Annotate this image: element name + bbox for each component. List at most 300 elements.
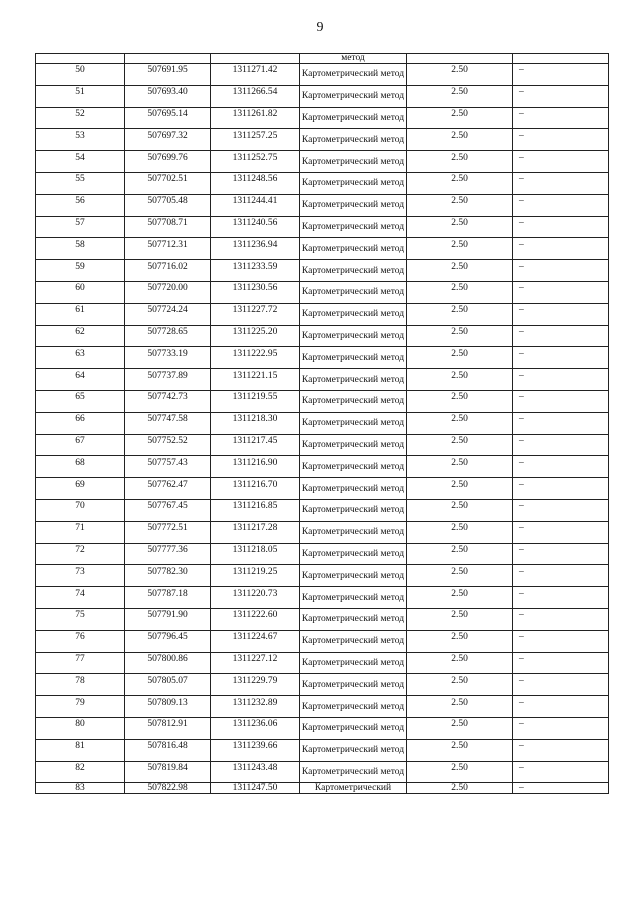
cell-x-text: 507800.86 <box>147 653 188 664</box>
cell-description-text: – <box>519 130 524 141</box>
cell-description <box>513 739 609 761</box>
cell-x <box>125 478 211 500</box>
cell-description-text: – <box>519 217 524 228</box>
table-row <box>36 565 609 587</box>
cell-description <box>513 608 609 630</box>
cell-description-text: – <box>519 697 524 708</box>
table-row <box>36 434 609 456</box>
cell-y <box>211 260 300 282</box>
table-row <box>36 761 609 783</box>
cell-description <box>513 478 609 500</box>
cell-number <box>36 739 125 761</box>
cell-method: Картометрический метод <box>300 499 407 521</box>
cell-x <box>125 390 211 412</box>
cell-number-text: 82 <box>75 762 85 773</box>
cell-method: Картометрический метод <box>300 652 407 674</box>
cell-method: Картометрический метод <box>300 64 407 86</box>
cell-y-text: 1311243.48 <box>232 762 278 773</box>
cell-accuracy <box>407 652 513 674</box>
cell-x-text: 507699.76 <box>147 152 188 163</box>
cell-method: Картометрический метод <box>300 543 407 565</box>
cell-x <box>125 434 211 456</box>
cell-x-text: 507777.36 <box>147 544 188 555</box>
cell-description <box>513 587 609 609</box>
cell-number-text: 69 <box>75 479 85 490</box>
cell-y-text: 1311217.45 <box>232 435 278 446</box>
cell-accuracy <box>407 238 513 260</box>
cell-number <box>36 151 125 173</box>
cell-description-text: – <box>519 174 524 185</box>
cell-number-text: 50 <box>75 65 85 76</box>
cell-accuracy <box>407 369 513 391</box>
cell-y <box>211 107 300 129</box>
cell-number-text: 64 <box>75 370 85 381</box>
cell-accuracy-text: 2.50 <box>451 501 468 512</box>
cell-accuracy-text: 2.50 <box>451 566 468 577</box>
cell-x-text: 507767.45 <box>147 501 188 512</box>
table-row <box>36 216 609 238</box>
table-row <box>36 478 609 500</box>
cell-y-text: 1311220.73 <box>232 588 278 599</box>
cell-method: Картометрический метод <box>300 107 407 129</box>
cell-method: Картометрический метод <box>300 85 407 107</box>
cell-method: Картометрический метод <box>300 260 407 282</box>
cell-y <box>211 172 300 194</box>
cell-description <box>513 761 609 783</box>
cell-number-text: 51 <box>75 87 85 98</box>
cell-accuracy <box>407 478 513 500</box>
cell-y-text: 1311218.30 <box>232 414 278 425</box>
cell-accuracy <box>407 390 513 412</box>
cell-number-text: 52 <box>75 108 85 119</box>
cell-description-text: – <box>519 87 524 98</box>
cell-y-text: 1311233.59 <box>232 261 278 272</box>
cell-description-text: – <box>519 65 524 76</box>
cell-number <box>36 630 125 652</box>
cell-accuracy <box>407 107 513 129</box>
cell-description-text: – <box>519 196 524 207</box>
cell-y-text: 1311236.06 <box>232 719 278 730</box>
cell-description <box>513 412 609 434</box>
cell-description-text: – <box>519 414 524 425</box>
cell-x <box>125 696 211 718</box>
table-row <box>36 630 609 652</box>
table-row <box>36 194 609 216</box>
cell-x-text: 507702.51 <box>147 174 188 185</box>
cell-description-text: – <box>519 566 524 577</box>
cell-x <box>125 129 211 151</box>
cell-y-text: 1311239.66 <box>232 741 278 752</box>
cell-number-text: 68 <box>75 457 85 468</box>
cell-x <box>125 456 211 478</box>
cell-y <box>211 303 300 325</box>
cell-description <box>513 64 609 86</box>
cell-x-text: 507728.65 <box>147 326 188 337</box>
cell-y-text: 1311219.55 <box>232 392 278 403</box>
cell-method: Картометрический метод <box>300 347 407 369</box>
cell-number-text: 55 <box>75 174 85 185</box>
cell-description-text: – <box>519 326 524 337</box>
cell-description <box>513 85 609 107</box>
table-row <box>36 107 609 129</box>
cell-number-text: 60 <box>75 283 85 294</box>
table-row <box>36 499 609 521</box>
cell-number <box>36 456 125 478</box>
cell-y <box>211 85 300 107</box>
cell-number <box>36 325 125 347</box>
cell-number-text: 59 <box>75 261 85 272</box>
cell-number-text: 75 <box>75 610 85 621</box>
cell-number <box>36 587 125 609</box>
table-row-continuation <box>36 54 609 64</box>
cell-accuracy-text: 2.50 <box>451 414 468 425</box>
cell-y <box>211 499 300 521</box>
cell-x-text: 507720.00 <box>147 283 188 294</box>
cell-description <box>513 260 609 282</box>
cell-x <box>125 717 211 739</box>
cell-number: 83 <box>36 783 125 794</box>
cell-number <box>36 390 125 412</box>
cell-y-text: 1311227.72 <box>232 305 278 316</box>
cell-description <box>513 521 609 543</box>
cell-description-text: – <box>519 239 524 250</box>
cell-x <box>125 85 211 107</box>
cell-y: 1311247.50 <box>211 783 300 794</box>
cell-method: Картометрический метод <box>300 129 407 151</box>
cell-method: Картометрический метод <box>300 478 407 500</box>
cell-y <box>211 565 300 587</box>
cell-y <box>211 739 300 761</box>
cell-accuracy-text: 2.50 <box>451 544 468 555</box>
cell-accuracy-text: 2.50 <box>451 217 468 228</box>
cell-method: Картометрический метод <box>300 303 407 325</box>
cell-description-text: – <box>519 653 524 664</box>
cell-description-text: – <box>519 348 524 359</box>
cell-number-text: 71 <box>75 523 85 534</box>
cell-method: Картометрический метод <box>300 565 407 587</box>
cell-number <box>36 543 125 565</box>
cell-number <box>36 194 125 216</box>
cell-accuracy <box>407 85 513 107</box>
table-row <box>36 652 609 674</box>
cell-x-text: 507805.07 <box>147 675 188 686</box>
cell-accuracy <box>407 587 513 609</box>
cell-description-text: – <box>519 632 524 643</box>
cell-accuracy-text: 2.50 <box>451 305 468 316</box>
cell-accuracy-text: 2.50 <box>451 653 468 664</box>
cell-number <box>36 434 125 456</box>
cell-x-text: 507747.58 <box>147 414 188 425</box>
cell-y-text: 1311216.70 <box>232 479 278 490</box>
cell-accuracy-text: 2.50 <box>451 370 468 381</box>
cell-x <box>125 499 211 521</box>
cell-x-text: 507819.84 <box>147 762 188 773</box>
cell-number <box>36 674 125 696</box>
cell-y <box>211 281 300 303</box>
cell-y-text: 1311216.90 <box>232 457 278 468</box>
cell-description <box>513 194 609 216</box>
table-row <box>36 238 609 260</box>
cell-method: Картометрический метод <box>300 717 407 739</box>
cell-x-text: 507712.31 <box>147 239 188 250</box>
cell-accuracy <box>407 761 513 783</box>
cell-number-text: 74 <box>75 588 85 599</box>
cell-accuracy <box>407 543 513 565</box>
cell-accuracy <box>407 434 513 456</box>
cell-x-text: 507762.47 <box>147 479 188 490</box>
cell-description-text: – <box>519 523 524 534</box>
cell-number <box>36 478 125 500</box>
cell-y-text: 1311257.25 <box>232 130 278 141</box>
cell-number-text: 78 <box>75 675 85 686</box>
cell-x <box>125 347 211 369</box>
cell-method: Картометрический метод <box>300 412 407 434</box>
cell-x <box>125 608 211 630</box>
cell-number-text: 62 <box>75 326 85 337</box>
cell-accuracy <box>407 456 513 478</box>
cell-accuracy <box>407 347 513 369</box>
cell-x-text: 507716.02 <box>147 261 188 272</box>
cell-method: Картометрический метод <box>300 172 407 194</box>
cell-x <box>125 369 211 391</box>
cell-x-text: 507816.48 <box>147 741 188 752</box>
cell-y-text: 1311222.95 <box>232 348 278 359</box>
cell-number <box>36 64 125 86</box>
cell-accuracy-text: 2.50 <box>451 326 468 337</box>
cell-y-text: 1311227.12 <box>232 653 278 664</box>
cell-method: Картометрический метод <box>300 696 407 718</box>
cell-accuracy <box>407 172 513 194</box>
cell-y <box>211 717 300 739</box>
cell-y-text: 1311219.25 <box>232 566 278 577</box>
cell-accuracy <box>407 64 513 86</box>
cell-y <box>211 390 300 412</box>
cell-x <box>125 325 211 347</box>
cell-y <box>211 652 300 674</box>
cell-number-text: 61 <box>75 305 85 316</box>
cell-y <box>211 325 300 347</box>
cell-method: Картометрический метод <box>300 761 407 783</box>
cell-x <box>125 303 211 325</box>
cell-description-text: – <box>519 501 524 512</box>
cell-description <box>513 630 609 652</box>
cell-accuracy-text: 2.50 <box>451 196 468 207</box>
cell-description <box>513 565 609 587</box>
cell-y-text: 1311224.67 <box>232 632 278 643</box>
table-row <box>36 64 609 86</box>
cell-x-text: 507787.18 <box>147 588 188 599</box>
cell-method: Картометрический <box>300 783 407 794</box>
cell-description <box>513 717 609 739</box>
cell-x-text: 507812.91 <box>147 719 188 730</box>
cell-description <box>513 696 609 718</box>
cell-number-text: 66 <box>75 414 85 425</box>
cell-y-text: 1311216.85 <box>232 501 278 512</box>
table-row <box>36 347 609 369</box>
cell-y-text: 1311248.56 <box>232 174 278 185</box>
cell-number-text: 72 <box>75 544 85 555</box>
table-row <box>36 696 609 718</box>
cell-y-text: 1311229.79 <box>232 675 278 686</box>
cell-description <box>513 543 609 565</box>
cell-description <box>513 347 609 369</box>
cell-accuracy-text: 2.50 <box>451 435 468 446</box>
cell-description-text: – <box>519 675 524 686</box>
cell-method: Картометрический метод <box>300 521 407 543</box>
cell-description-text: – <box>519 719 524 730</box>
cell-description-text: – <box>519 457 524 468</box>
cell-accuracy <box>407 303 513 325</box>
cell-x <box>125 761 211 783</box>
cell-accuracy <box>407 739 513 761</box>
table-row <box>36 369 609 391</box>
cell-x-text: 507752.52 <box>147 435 188 446</box>
table-row <box>36 390 609 412</box>
cell-description-text: – <box>519 370 524 381</box>
cell-accuracy-text: 2.50 <box>451 239 468 250</box>
cell-y <box>211 151 300 173</box>
cell-description <box>513 652 609 674</box>
cell-y <box>211 369 300 391</box>
cell-y-text: 1311222.60 <box>232 610 278 621</box>
cell-accuracy-text: 2.50 <box>451 348 468 359</box>
cell-x: 507822.98 <box>125 783 211 794</box>
cell-y-text: 1311217.28 <box>232 523 278 534</box>
cell-x <box>125 521 211 543</box>
cell-y-text: 1311240.56 <box>232 217 278 228</box>
cell-x <box>125 64 211 86</box>
table-row <box>36 325 609 347</box>
cell-y <box>211 238 300 260</box>
cell-description <box>513 129 609 151</box>
cell-method: Картометрический метод <box>300 325 407 347</box>
cell-y-text: 1311218.05 <box>232 544 278 555</box>
cell-accuracy-text: 2.50 <box>451 479 468 490</box>
cell-description <box>513 216 609 238</box>
cell-x <box>125 54 211 64</box>
cell-x-text: 507742.73 <box>147 392 188 403</box>
cell-y <box>211 674 300 696</box>
cell-number-text: 63 <box>75 348 85 359</box>
cell-y <box>211 412 300 434</box>
cell-y-text: 1311232.89 <box>232 697 278 708</box>
cell-number <box>36 54 125 64</box>
cell-number-text: 76 <box>75 632 85 643</box>
cell-number <box>36 129 125 151</box>
cell-description <box>513 281 609 303</box>
cell-method: метод <box>300 54 407 64</box>
cell-x <box>125 543 211 565</box>
cell-method: Картометрический метод <box>300 739 407 761</box>
cell-number-text: 70 <box>75 501 85 512</box>
cell-method: Картометрический метод <box>300 674 407 696</box>
cell-description <box>513 325 609 347</box>
cell-description <box>513 456 609 478</box>
cell-number <box>36 412 125 434</box>
cell-description <box>513 172 609 194</box>
table-row <box>36 543 609 565</box>
cell-x-text: 507809.13 <box>147 697 188 708</box>
cell-accuracy-text: 2.50 <box>451 457 468 468</box>
cell-number-text: 67 <box>75 435 85 446</box>
cell-number <box>36 303 125 325</box>
cell-description-text: – <box>519 261 524 272</box>
cell-x-text: 507724.24 <box>147 305 188 316</box>
cell-number-text: 56 <box>75 196 85 207</box>
cell-x-text: 507705.48 <box>147 196 188 207</box>
cell-x <box>125 587 211 609</box>
cell-y-text: 1311236.94 <box>232 239 278 250</box>
cell-x-text: 507697.32 <box>147 130 188 141</box>
cell-method: Картометрический метод <box>300 390 407 412</box>
cell-number <box>36 521 125 543</box>
cell-accuracy <box>407 630 513 652</box>
cell-x-text: 507757.43 <box>147 457 188 468</box>
cell-x-text: 507693.40 <box>147 87 188 98</box>
cell-number-text: 81 <box>75 741 85 752</box>
cell-y <box>211 64 300 86</box>
cell-x-text: 507733.19 <box>147 348 188 359</box>
coordinates-table <box>35 53 609 794</box>
cell-description-text: – <box>519 610 524 621</box>
cell-accuracy-text: 2.50 <box>451 174 468 185</box>
cell-number <box>36 347 125 369</box>
cell-description-text: – <box>519 544 524 555</box>
table-row <box>36 172 609 194</box>
cell-x-text: 507695.14 <box>147 108 188 119</box>
cell-x-text: 507791.90 <box>147 610 188 621</box>
cell-x <box>125 107 211 129</box>
cell-y <box>211 456 300 478</box>
cell-x <box>125 652 211 674</box>
table-row <box>36 303 609 325</box>
cell-number <box>36 85 125 107</box>
cell-number-text: 77 <box>75 653 85 664</box>
cell-accuracy <box>407 151 513 173</box>
cell-number <box>36 172 125 194</box>
cell-y <box>211 478 300 500</box>
cell-accuracy <box>407 674 513 696</box>
cell-accuracy <box>407 499 513 521</box>
cell-method: Картометрический метод <box>300 194 407 216</box>
cell-y-text: 1311225.20 <box>232 326 278 337</box>
cell-method: Картометрический метод <box>300 369 407 391</box>
cell-accuracy: 2.50 <box>407 783 513 794</box>
table-row <box>36 260 609 282</box>
cell-x <box>125 630 211 652</box>
cell-y <box>211 608 300 630</box>
cell-method: Картометрический метод <box>300 630 407 652</box>
cell-description-text: – <box>519 392 524 403</box>
cell-description <box>513 303 609 325</box>
table-row <box>36 717 609 739</box>
cell-y-text: 1311244.41 <box>232 196 278 207</box>
cell-accuracy <box>407 325 513 347</box>
cell-description <box>513 390 609 412</box>
table-row <box>36 587 609 609</box>
table-row <box>36 674 609 696</box>
cell-description <box>513 151 609 173</box>
cell-accuracy <box>407 412 513 434</box>
cell-accuracy <box>407 608 513 630</box>
cell-description <box>513 54 609 64</box>
cell-description <box>513 238 609 260</box>
cell-x <box>125 674 211 696</box>
cell-accuracy <box>407 54 513 64</box>
cell-y <box>211 216 300 238</box>
cell-accuracy <box>407 194 513 216</box>
cell-x <box>125 260 211 282</box>
